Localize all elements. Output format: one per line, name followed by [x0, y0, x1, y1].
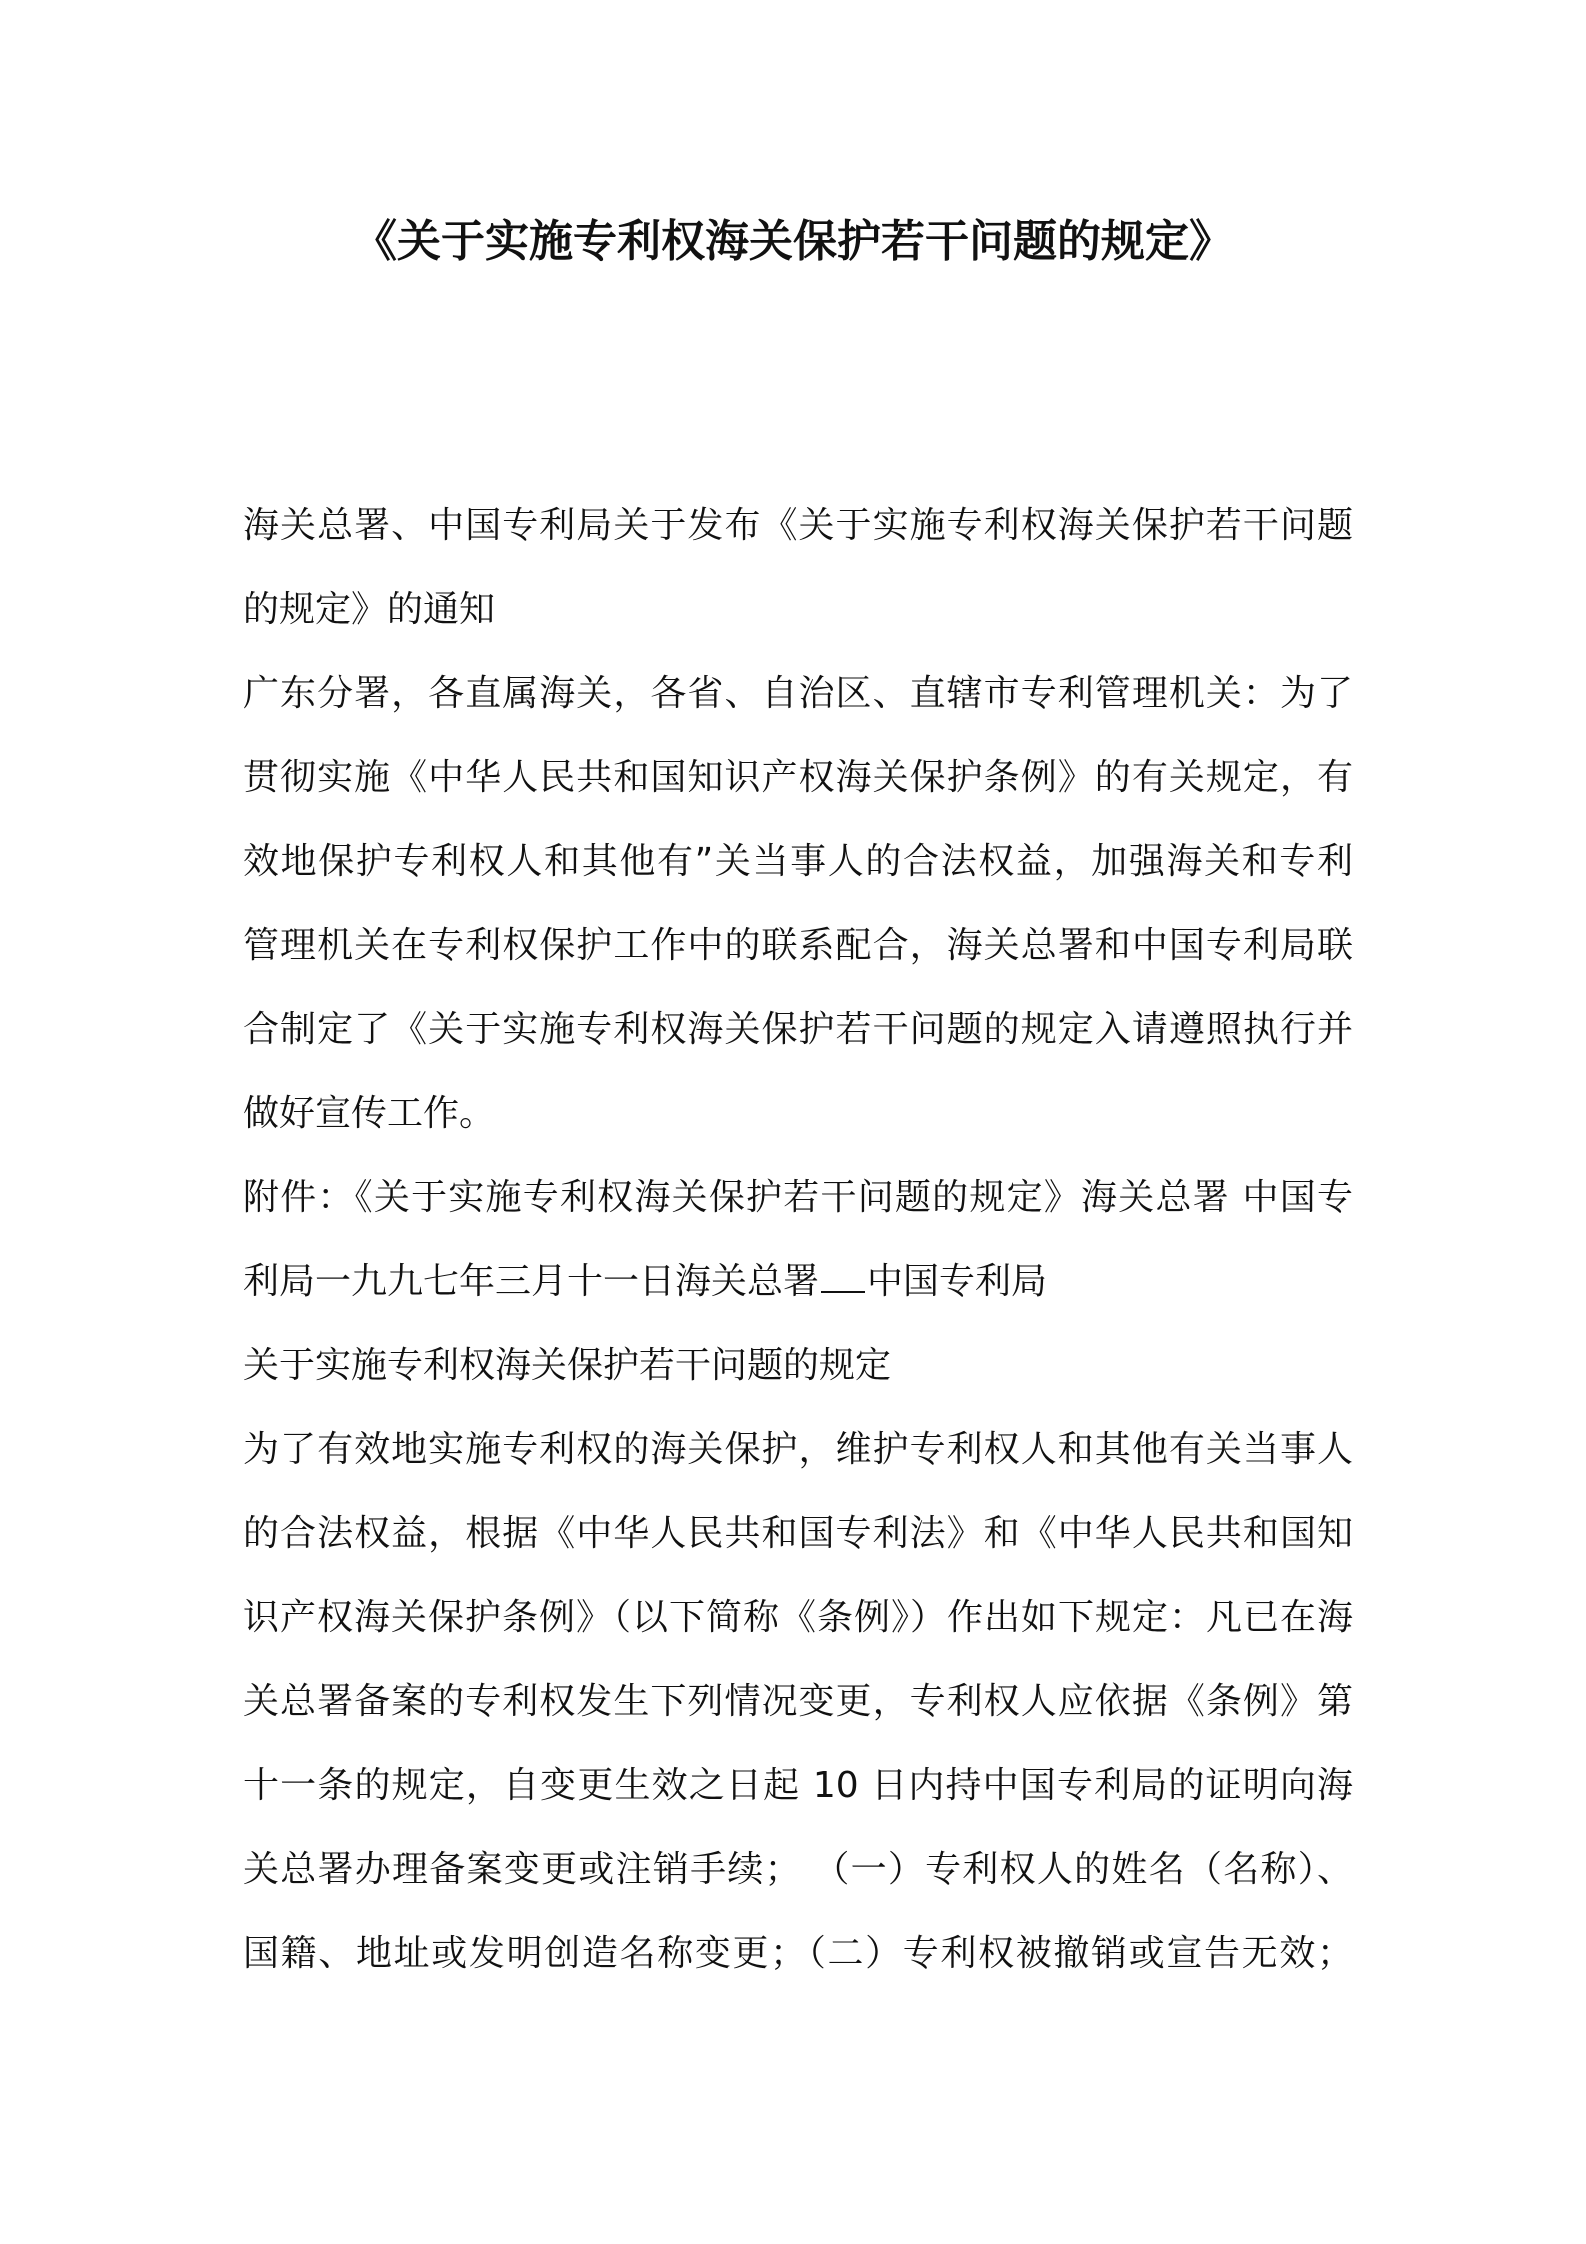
paragraph-line: 海关总署、中国专利局关于发布《关于实施专利权海关保护若干问题 [243, 505, 1353, 546]
paragraph-line: 国籍、地址或发明创造名称变更；（二）专利权被撤销或宣告无效； [243, 1933, 1353, 1974]
paragraph-line-with-blank [243, 1240, 1353, 1324]
paragraph-line: 效地保护专利权人和其他有”关当事人的合法权益，加强海关和专利 [243, 841, 1353, 882]
paragraph-line: 关总署办理备案变更或注销手续； （一）专利权人的姓名（名称）、 [243, 1849, 1353, 1890]
document-body [243, 484, 1353, 1996]
paragraph-line: 为了有效地实施专利权的海关保护，维护专利权人和其他有关当事人 [243, 1429, 1353, 1470]
paragraph-line: 关总署备案的专利权发生下列情况变更，专利权人应依据《条例》第 [243, 1681, 1353, 1722]
blank-underline [821, 1261, 865, 1293]
document-title: 《关于实施专利权海关保护若干问题的规定》 [353, 216, 1233, 267]
signature-text: 利局一九九七年三月十一日海关总署 [243, 1261, 820, 1302]
paragraph-line: 管理机关在专利权保护工作中的联系配合，海关总署和中国专利局联 [243, 925, 1353, 966]
paragraph-line: 识产权海关保护条例》（以下简称《条例》）作出如下规定：凡已在海 [243, 1597, 1353, 1638]
signature-tail-text: 中国专利局 [867, 1261, 1048, 1302]
paragraph-line: 广东分署，各直属海关，各省、自治区、直辖市专利管理机关：为了 [243, 673, 1353, 714]
paragraph-line: 贯彻实施《中华人民共和国知识产权海关保护条例》的有关规定，有 [243, 757, 1353, 798]
paragraph-line: 十一条的规定，自变更生效之日起 10 日内持中国专利局的证明向海 [243, 1765, 1353, 1806]
paragraph-line: 的合法权益，根据《中华人民共和国专利法》和《中华人民共和国知 [243, 1513, 1353, 1554]
paragraph-line: 的规定》的通知 [243, 589, 496, 630]
paragraph-line: 合制定了《关于实施专利权海关保护若干问题的规定入请遵照执行并 [243, 1009, 1353, 1050]
section-heading: 关于实施专利权海关保护若干问题的规定 [243, 1345, 892, 1386]
paragraph-line: 做好宣传工作。 [243, 1093, 496, 1134]
paragraph-line: 附件：《关于实施专利权海关保护若干问题的规定》海关总署 中国专 [243, 1177, 1353, 1218]
